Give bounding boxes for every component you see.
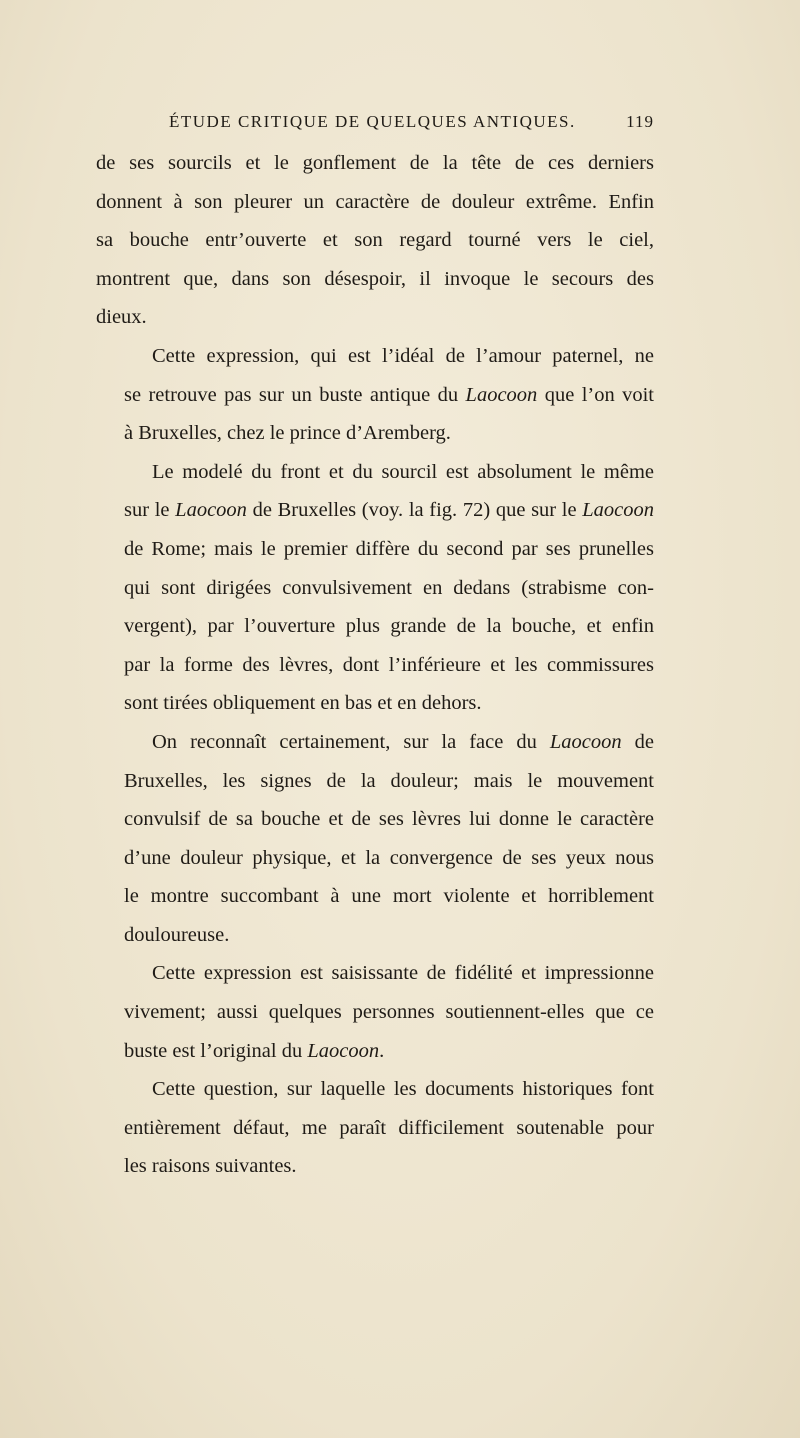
text-line: On reconnaît certainement, sur la face du Laocoon de	[152, 730, 654, 753]
text-line: buste est l’original du Laocoon.	[124, 1039, 385, 1062]
text-line: le montre succombant à une mort violente et horriblement	[124, 885, 654, 908]
text-line: sur le Laocoon de Bruxelles (voy. la fig. 72) que sur le Laocoon	[124, 499, 654, 522]
text-line: entièrement défaut, me paraît difficilement soutenable pour	[124, 1116, 654, 1139]
text-line: par la forme des lèvres, dont l’inférieure et les commissures	[124, 653, 654, 676]
body-text	[96, 144, 654, 1186]
text-line: sont tirées obliquement en bas et en dehors.	[124, 692, 482, 715]
text-line: montrent que, dans son désespoir, il invoque le secours des	[96, 267, 654, 290]
text-line: donnent à son pleurer un caractère de douleur extrême. Enfin	[96, 190, 654, 213]
text-line: vivement; aussi quelques personnes soutiennent-elles que ce	[124, 1001, 654, 1024]
text-line: se retrouve pas sur un buste antique du Laocoon que l’on voit	[124, 383, 654, 406]
text-line: sa bouche entr’ouverte et son regard tourné vers le ciel,	[96, 229, 654, 252]
page-number: 119	[626, 112, 654, 131]
text-line: Bruxelles, les signes de la douleur; mais le mouvement	[124, 769, 654, 792]
paragraph-4	[96, 723, 654, 955]
text-line: les raisons suivantes.	[124, 1155, 297, 1178]
paragraph-2	[96, 337, 654, 453]
book-page	[96, 108, 654, 1186]
text-line: Le modelé du front et du sourcil est absolument le même	[152, 460, 654, 483]
running-header	[96, 108, 654, 136]
text-line: convulsif de sa bouche et de ses lèvres lui donne le caractère	[124, 808, 654, 831]
text-line: Cette expression, qui est l’idéal de l’amour paternel, ne	[152, 344, 654, 367]
text-line: vergent), par l’ouverture plus grande de la bouche, et enfin	[124, 615, 654, 638]
text-line: Cette question, sur laquelle les documents historiques font	[152, 1078, 654, 1101]
paragraph-3	[96, 453, 654, 723]
text-line: qui sont dirigées convulsivement en dedans (strabisme con-	[124, 576, 654, 599]
text-line: de ses sourcils et le gonflement de la tête de ces derniers	[96, 152, 654, 174]
paragraph-5	[96, 954, 654, 1070]
running-title: ÉTUDE CRITIQUE DE QUELQUES ANTIQUES.	[169, 112, 576, 131]
text-line: à Bruxelles, chez le prince d’Aremberg.	[124, 422, 451, 445]
paragraph-6	[96, 1070, 654, 1186]
text-line: d’une douleur physique, et la convergence de ses yeux nous	[124, 846, 654, 869]
text-line: dieux.	[96, 306, 147, 329]
text-line: de Rome; mais le premier diffère du second par ses prunelles	[124, 537, 654, 560]
text-line: Cette expression est saisissante de fidélité et impressionne	[152, 962, 654, 985]
text-line: douloureuse.	[124, 923, 230, 946]
paragraph-1	[96, 144, 654, 337]
